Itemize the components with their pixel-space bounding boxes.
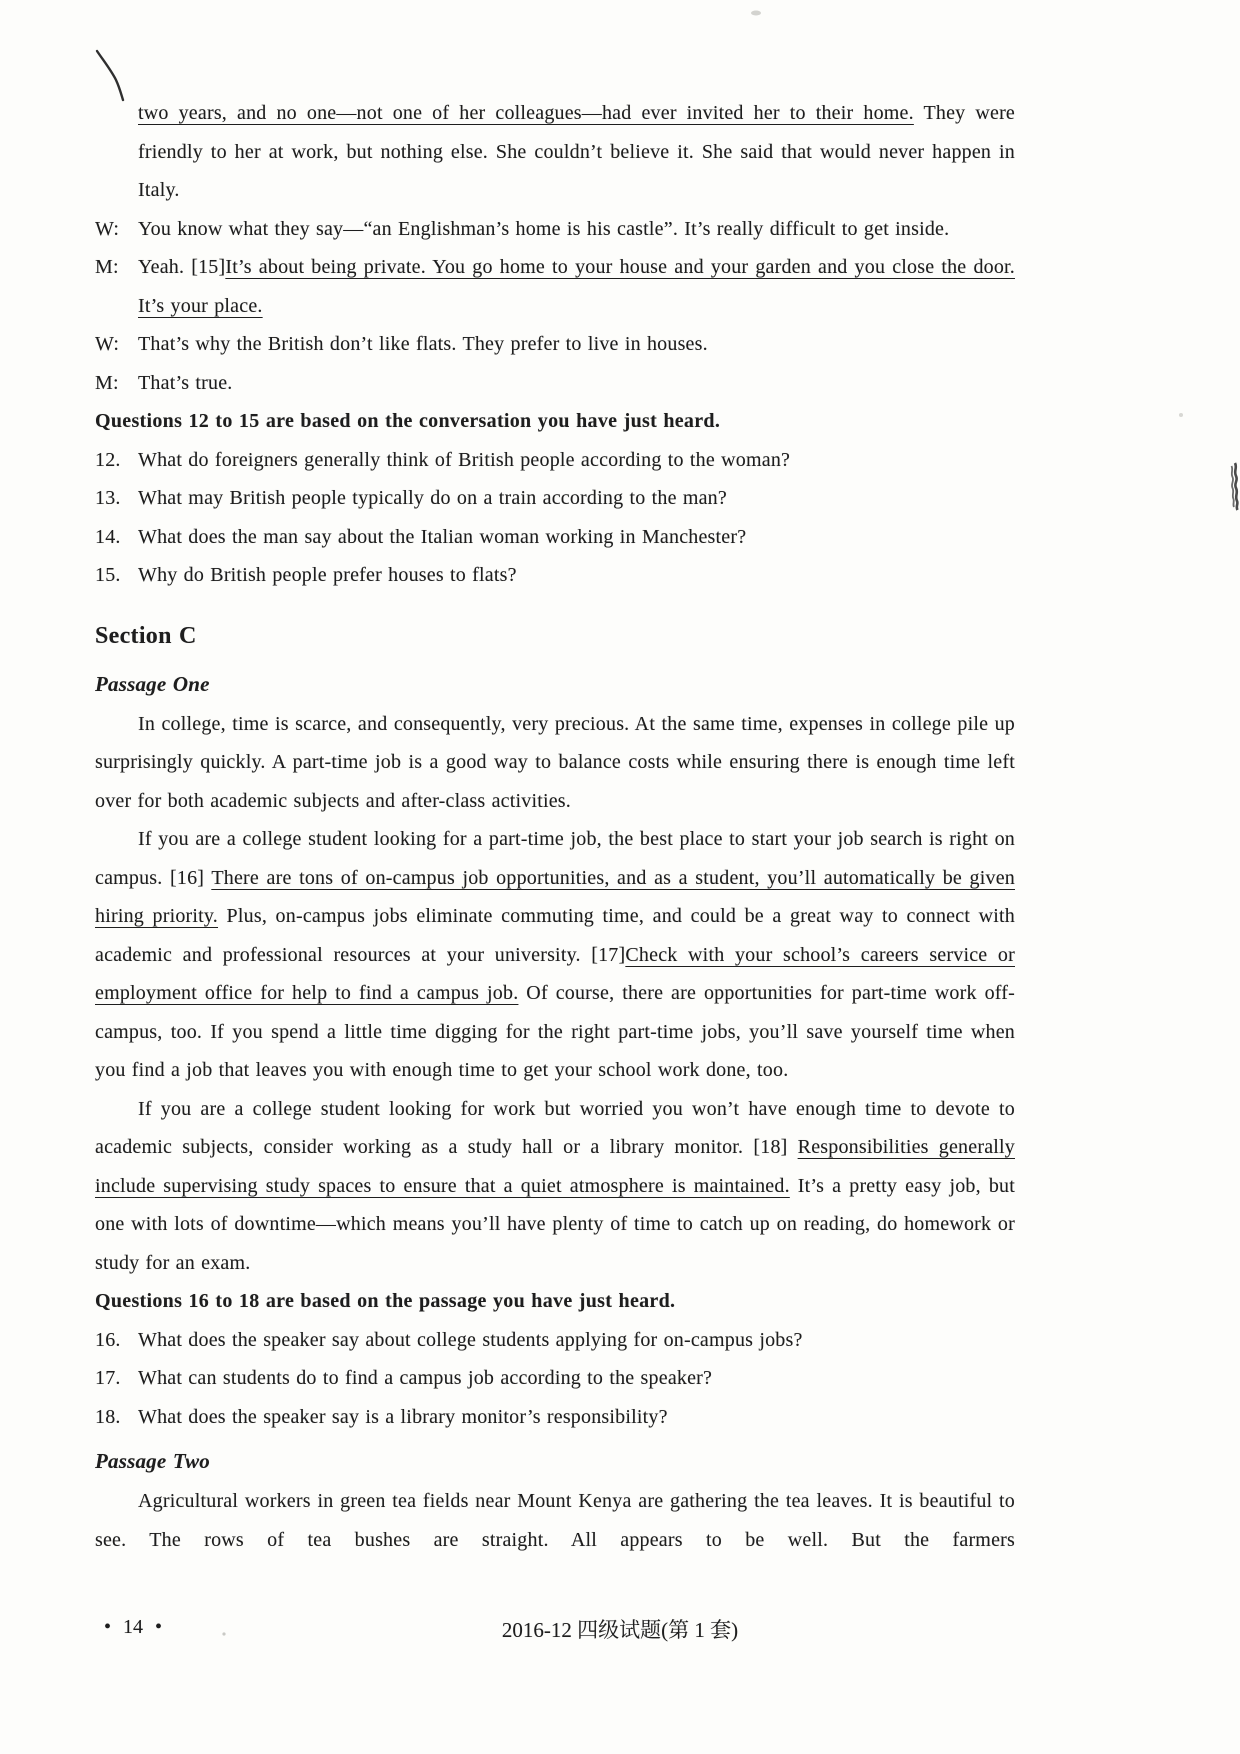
question-number: 16. (95, 1328, 121, 1351)
speaker-label: W: (95, 333, 120, 355)
edge-scribble-artifact (1235, 463, 1238, 510)
question-text: What does the speaker say is a library monitor’s responsibility? (138, 1405, 668, 1428)
question-text: Why do British people prefer houses to flats? (138, 564, 517, 586)
dialogue-line-m (95, 364, 1015, 403)
pen-mark (97, 51, 123, 100)
speaker-label: M: (95, 256, 119, 278)
dialogue-text: That’s why the British don’t like flats. They prefer to live in houses. (138, 333, 708, 355)
dialogue-text: Yeah. [15] (138, 256, 226, 278)
question-item-15 (95, 556, 1015, 595)
passage-one-para-1: In college, time is scarce, and consequently, very precious. At the same time, expenses in college pile up surprisingly quickly. A part-time job is a good way to balance costs while ensuring there is enough time left over for both academic subjects and after-class activities. (95, 712, 1015, 812)
passage-text: If you are a college student looking for work but worried you won’t have enough time to devote to academic subjects, consider working as a study hall or a library monitor. [18] (95, 1097, 1015, 1158)
question-number: 15. (95, 564, 121, 586)
question-text: What do foreigners generally think of British people according to the woman? (138, 448, 791, 471)
underlined-answer-18: Responsibilities generally include supervising study spaces to ensure that a quiet atmosphere is maintained. (95, 1136, 1015, 1197)
speaker-label: M: (95, 371, 119, 394)
passage-one-para-3 (95, 1090, 1015, 1283)
question-item-17 (95, 1359, 1015, 1398)
question-text: What does the man say about the Italian woman working in Manchester? (138, 525, 747, 548)
underlined-answer-segment: It’s about being private. You go home to your house and your garden and you close the door. It’s your place. (138, 256, 1015, 317)
question-item-13 (95, 479, 1015, 518)
question-item-18 (95, 1398, 1015, 1437)
question-number: 13. (95, 487, 121, 509)
underlined-answer-16: There are tons of on-campus job opportunities, and as a student, you’ll automatically be given hiring priority. (95, 866, 1015, 927)
questions-12-15-header: Questions 12 to 15 are based on the conversation you have just heard. (95, 410, 721, 432)
question-item-16 (95, 1321, 1015, 1360)
dialogue-text: You know what they say—“an Englishman’s home is his castle”. It’s really difficult to get inside. (138, 217, 950, 240)
passage-one-title: Passage One (95, 671, 210, 696)
dialogue-line-w (95, 325, 1015, 364)
footer-edition: 2016-12 四级试题(第 1 套) (501, 1618, 739, 1642)
question-item-14 (95, 518, 1015, 557)
passage-text: Of course, there are opportunities for part-time work off-campus, too. If you spend a little time digging for the right part-time jobs, you’ll save yourself time when you find a job that leaves you with enough time to get your school work done, too. (95, 982, 1015, 1081)
passage-text: Plus, on-campus jobs eliminate commuting time, and could be a great way to connect with academic and professional resources at your university. [17] (95, 905, 1015, 966)
question-item-12 (95, 441, 1015, 480)
page-number: • 14 • (104, 1616, 163, 1638)
question-text: What can students do to find a campus job according to the speaker? (138, 1367, 713, 1389)
underlined-answer-17: Check with your school’s careers service or employment office for help to find a campus job. (95, 943, 1015, 1004)
passage-two-para-1: Agricultural workers in green tea fields near Mount Kenya are gathering the tea leaves. It is beautiful to see. The rows of tea bushes are straight. All appears to be well. But the farmers (95, 1490, 1015, 1551)
continuation-rest-text: They were friendly to her at work, but nothing else. She couldn’t believe it. She said that would never happen in Italy. (138, 102, 1016, 201)
page-footer (0, 1614, 1240, 1648)
passage-one-para-2 (95, 820, 1015, 1090)
question-number: 18. (95, 1405, 121, 1428)
scan-speck-top (751, 11, 761, 16)
scan-speck-right (1179, 413, 1183, 417)
conversation-continuation (138, 94, 1015, 210)
edge-scribble-artifact-2 (1232, 466, 1235, 507)
question-number: 14. (95, 525, 121, 548)
passage-text: It’s a pretty easy job, but one with lots of downtime—which means you’ll have plenty of time to catch up on reading, do homework or study for an exam. (95, 1174, 1015, 1274)
underlined-answer-segment: two years, and no one—not one of her colleagues—had ever invited her to their home. (138, 102, 914, 124)
question-number: 12. (95, 448, 121, 471)
section-c-title: Section C (95, 622, 197, 649)
dialogue-text: That’s true. (138, 371, 233, 394)
question-number: 17. (95, 1367, 121, 1389)
page-content (95, 94, 1015, 1559)
question-text: What does the speaker say about college students applying for on-campus jobs? (138, 1328, 803, 1351)
question-text: What may British people typically do on a train according to the man? (138, 487, 727, 509)
passage-two-title: Passage Two (95, 1449, 210, 1473)
dialogue-line-w (95, 210, 1015, 249)
speaker-label: W: (95, 217, 120, 240)
questions-16-18-header: Questions 16 to 18 are based on the passage you have just heard. (95, 1290, 676, 1312)
passage-text: If you are a college student looking for a part-time job, the best place to start your job search is right on campus. [16] (95, 828, 1015, 889)
dialogue-line-m (95, 248, 1015, 325)
